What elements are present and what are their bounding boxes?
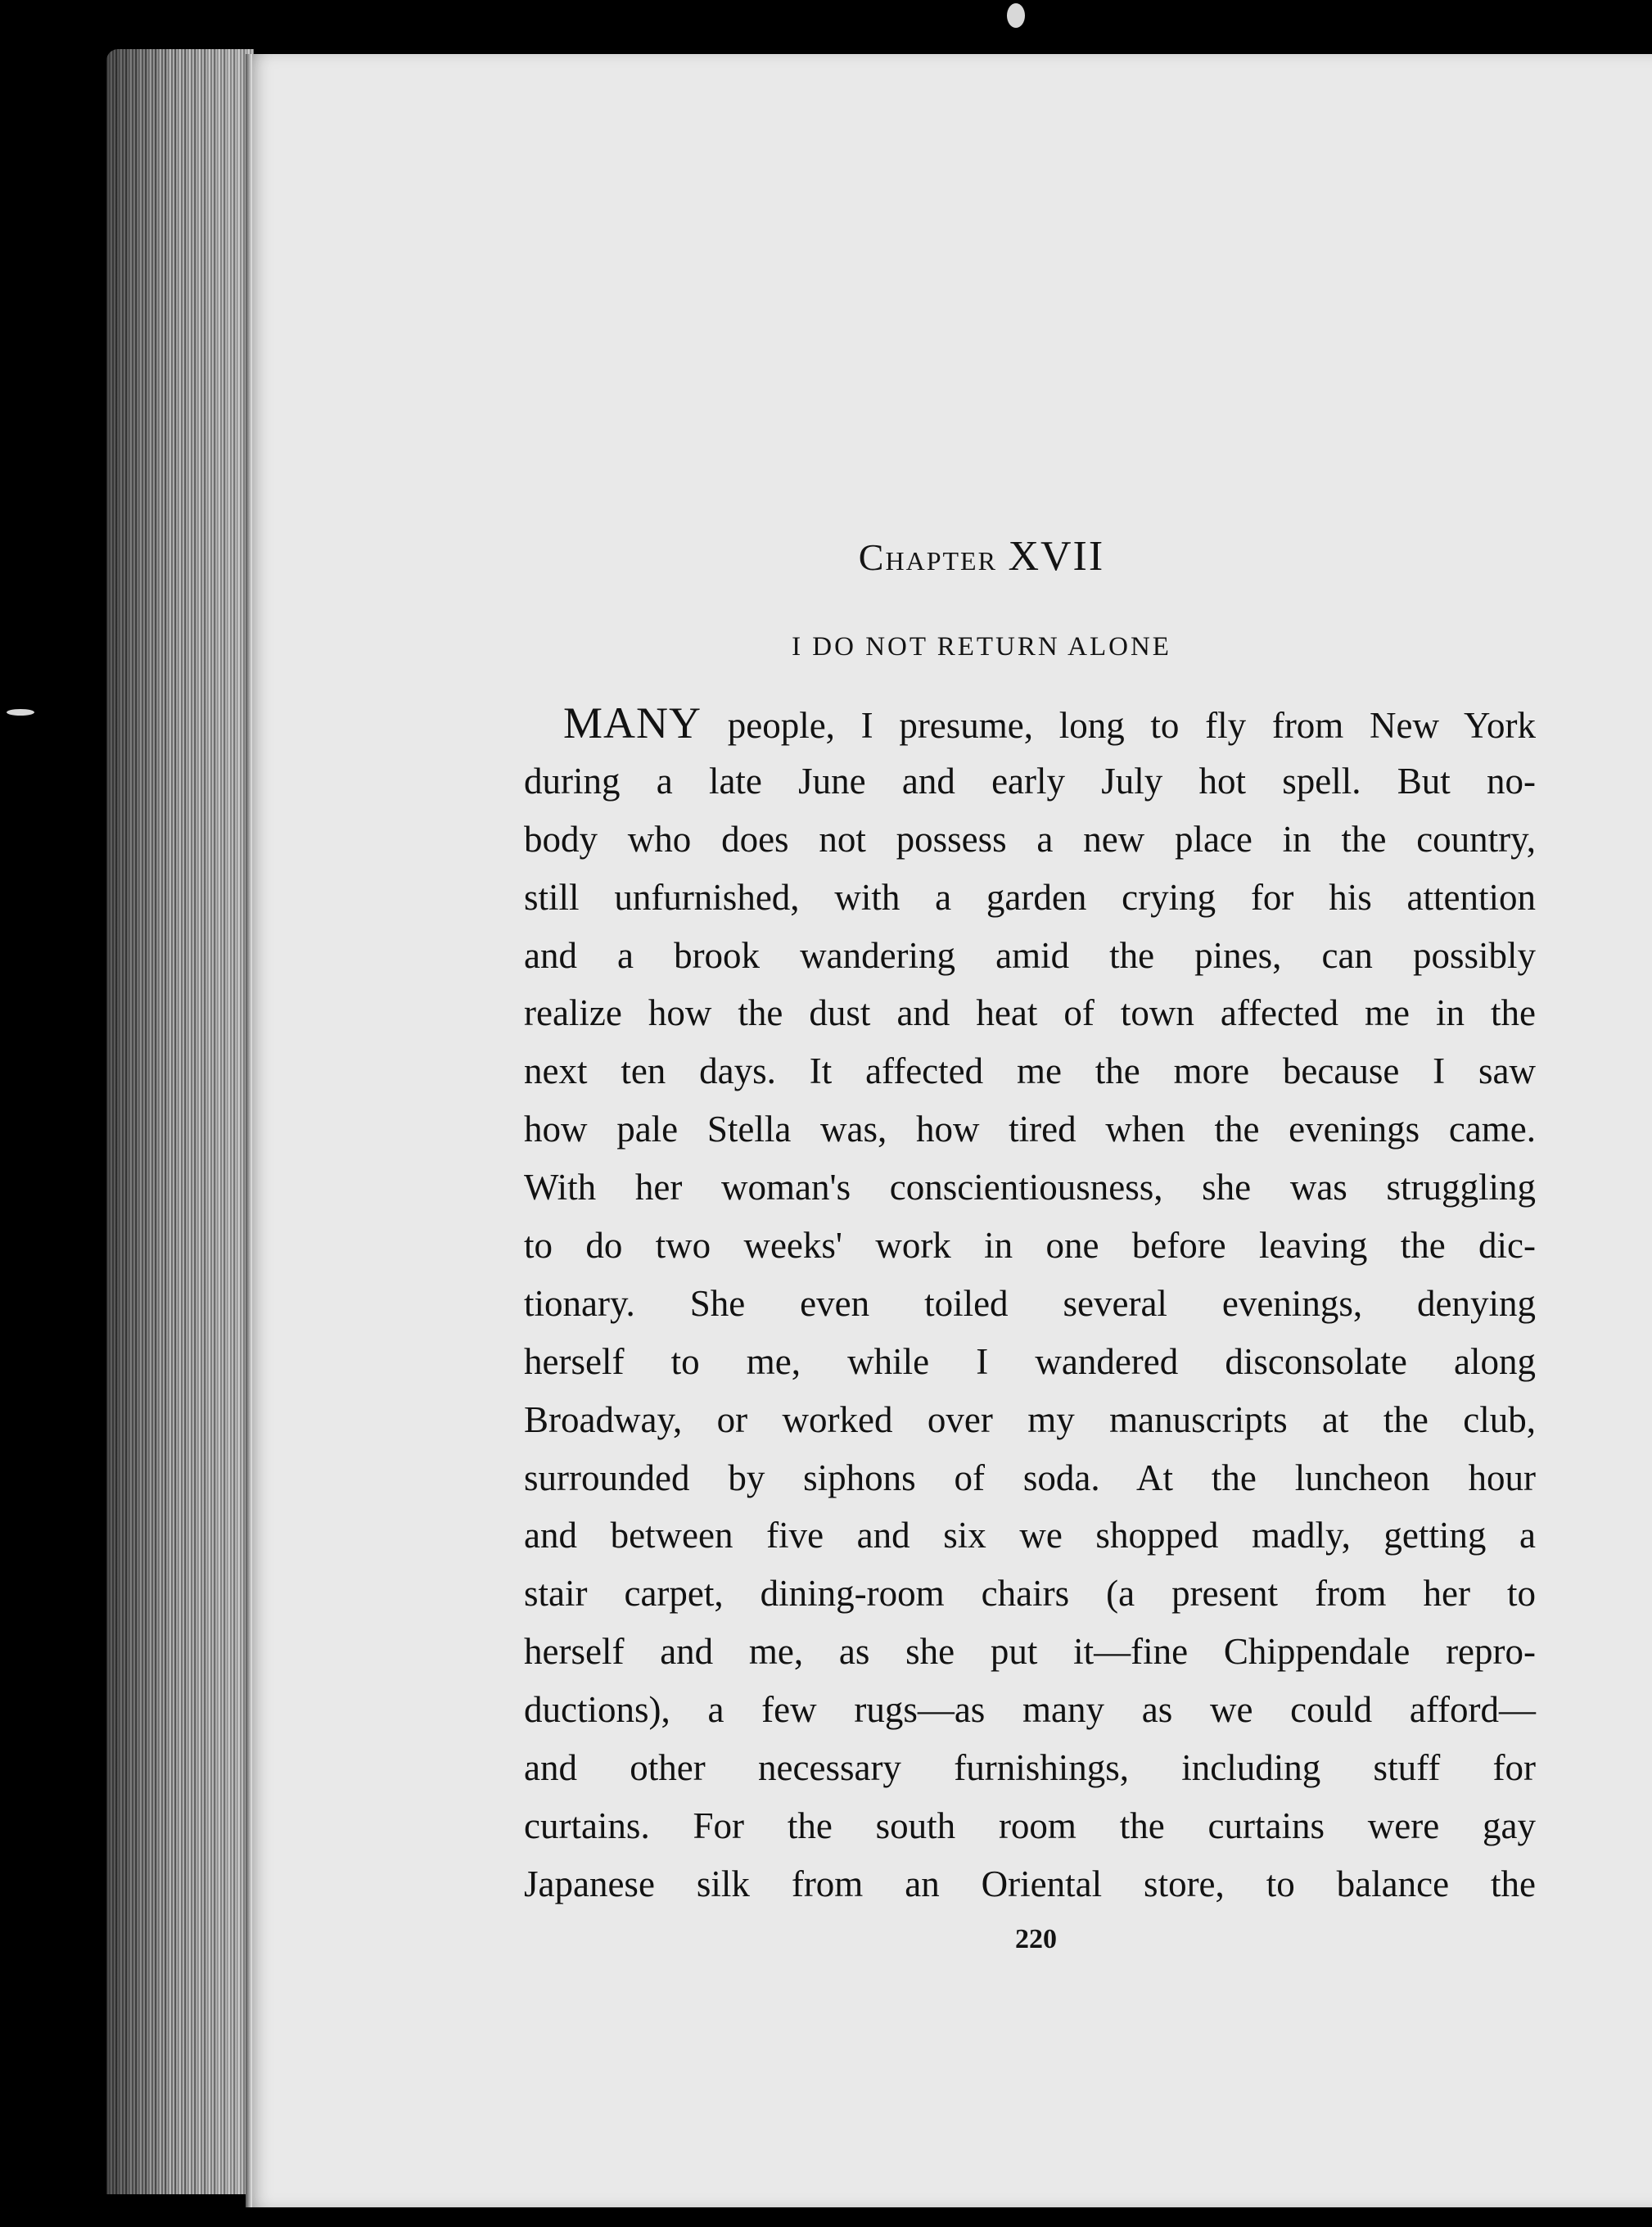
text-line: and a brook wandering amid the pines, can possibly [524, 934, 1536, 976]
text-line: MANY people, I presume, long to fly from New York [563, 698, 1536, 748]
page-number: 220 [1015, 1924, 1057, 1954]
text-line: curtains. For the south room the curtains were gay [524, 1805, 1536, 1846]
text-line: With her woman's conscientiousness, she was struggling [524, 1167, 1536, 1208]
text-line: during a late June and early July hot spell. But no- [524, 760, 1536, 802]
text-line: to do two weeks' work in one before leaving the dic- [524, 1225, 1536, 1267]
first-word: MANY [563, 698, 702, 748]
chapter-label: Chapter [858, 536, 997, 578]
text-line: how pale Stella was, how tired when the evenings came. [524, 1109, 1536, 1150]
text-line: stair carpet, dining-room chairs (a present from her to [524, 1573, 1536, 1615]
chapter-number: XVII [1008, 533, 1105, 580]
text-line: Japanese silk from an Oriental store, to balance the [524, 1863, 1536, 1904]
text-line: surrounded by siphons of soda. At the luncheon hour [524, 1457, 1536, 1498]
text-line: herself and me, as she put it—fine Chippendale repro- [524, 1631, 1536, 1673]
gutter-shadow [246, 54, 252, 2207]
text-line: still unfurnished, with a garden crying for his attention [524, 876, 1536, 918]
scan-speck [7, 709, 34, 716]
page-edges-shadow [106, 49, 254, 2194]
chapter-heading [0, 532, 1652, 580]
text-line: ductions), a few rugs—as many as we could afford— [524, 1689, 1536, 1731]
text-line: realize how the dust and heat of town affected me in the [524, 992, 1536, 1034]
text-line: tionary. She even toiled several evenings, denying [524, 1282, 1536, 1324]
chapter-title: I DO NOT RETURN ALONE [792, 632, 1171, 662]
scan-speck [1007, 3, 1025, 28]
text-line: Broadway, or worked over my manuscripts at the club, [524, 1398, 1536, 1440]
text-line: next ten days. It affected me the more because I saw [524, 1050, 1536, 1092]
text-line: and other necessary furnishings, including stuff for [524, 1747, 1536, 1789]
text-line: herself to me, while I wandered disconsolate along [524, 1340, 1536, 1382]
body-text [524, 694, 1536, 1913]
text-line: and between five and six we shopped madly, getting a [524, 1515, 1536, 1556]
text-line: body who does not possess a new place in the country, [524, 818, 1536, 860]
